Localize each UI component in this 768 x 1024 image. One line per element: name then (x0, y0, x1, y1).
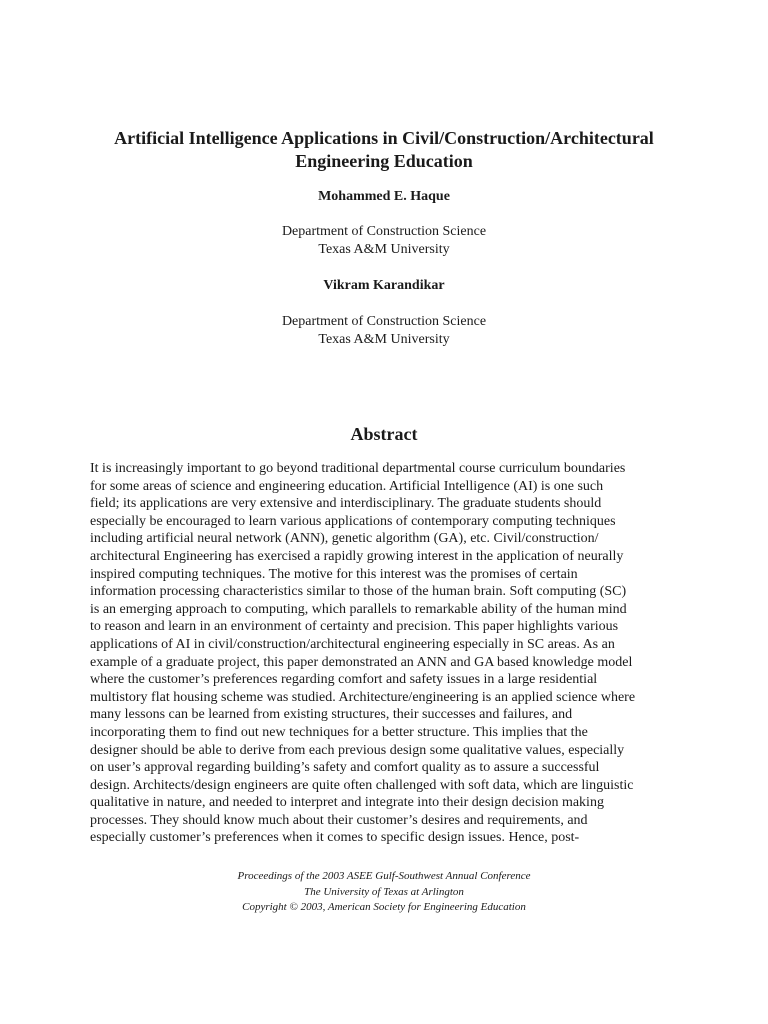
abstract-line: is an emerging approach to computing, which parallels to remarkable ability of the human mind (90, 601, 627, 617)
abstract-line: especially customer’s preferences when it comes to specific design issues. Hence, post- (90, 830, 580, 846)
footer-line: The University of Texas at Arlington (304, 885, 464, 898)
abstract-line: It is increasingly important to go beyond traditional departmental course curriculum boundaries (90, 461, 626, 476)
abstract-line: including artificial neural network (ANN), genetic algorithm (GA), etc. Civil/construction/ (90, 531, 599, 547)
abstract-line: architectural Engineering has exercised a rapidly growing interest in the application of neurally (90, 548, 624, 564)
abstract-line: inspired computing techniques. The motive for this interest was the promises of certain (90, 566, 578, 582)
abstract-line: applications of AI in civil/construction/architectural engineering especially in SC areas. As an (90, 636, 615, 652)
abstract-line: example of a graduate project, this paper demonstrated an ANN and GA based knowledge model (90, 654, 633, 670)
abstract-line: incorporating them to find out new techniques for a better structure. This implies that the (90, 724, 588, 740)
abstract-line: information processing characteristics similar to those of the human brain. Soft computing (SC) (90, 584, 627, 600)
abstract-line: many lessons can be learned from existing structures, their successes and failures, and (90, 707, 573, 723)
affiliation-line: Texas A&M University (318, 332, 450, 347)
paper-title-line: Engineering Education (295, 151, 473, 171)
abstract-line: multistory flat housing scheme was studied. Architecture/engineering is an applied science where (90, 689, 636, 705)
affiliation-line: Department of Construction Science (281, 224, 487, 239)
abstract-line: to reason and learn in an environment of certainty and precision. This paper highlights various (90, 619, 619, 635)
footer-line: Proceedings of the 2003 ASEE Gulf-Southwest Annual Conference (237, 870, 531, 882)
paper-title-line: Artificial Intelligence Applications in Civil/Construction/Architectural (114, 128, 654, 148)
abstract-line: field; its applications are very extensive and interdisciplinary. The graduate students should (90, 496, 602, 512)
affiliation-line: Texas A&M University (318, 242, 450, 257)
abstract-line: for some areas of science and engineering education. Artificial Intelligence (AI) is one such (90, 478, 604, 494)
abstract-body (90, 460, 690, 847)
abstract-line: especially be encouraged to learn various applications of contemporary computing techniques (90, 513, 616, 529)
abstract-line: designer should be able to derive from each previous design some qualitative values, especially (90, 742, 625, 758)
author-affiliation (60, 223, 708, 259)
abstract-heading: Abstract (350, 424, 418, 444)
page-footer (60, 869, 708, 916)
author-name: Vikram Karandikar (323, 278, 445, 293)
author-name: Mohammed E. Haque (318, 189, 450, 204)
abstract-line: on user’s approval regarding building’s safety and comfort quality as to assure a successful (90, 760, 600, 776)
abstract-line: where the customer’s preferences regarding comfort and safety issues in a large residential (90, 672, 598, 688)
paper-title (60, 127, 708, 173)
abstract-line: qualitative in nature, and needed to interpret and integrate into their design decision making (90, 795, 604, 811)
abstract-line: design. Architects/design engineers are quite often challenged with soft data, which are linguistic (90, 777, 634, 793)
footer-line: Copyright © 2003, American Society for Engineering Education (242, 901, 526, 913)
abstract-line: processes. They should know much about their customer’s desires and requirements, and (90, 812, 588, 828)
affiliation-line: Department of Construction Science (281, 314, 487, 329)
author-affiliation (60, 313, 708, 349)
